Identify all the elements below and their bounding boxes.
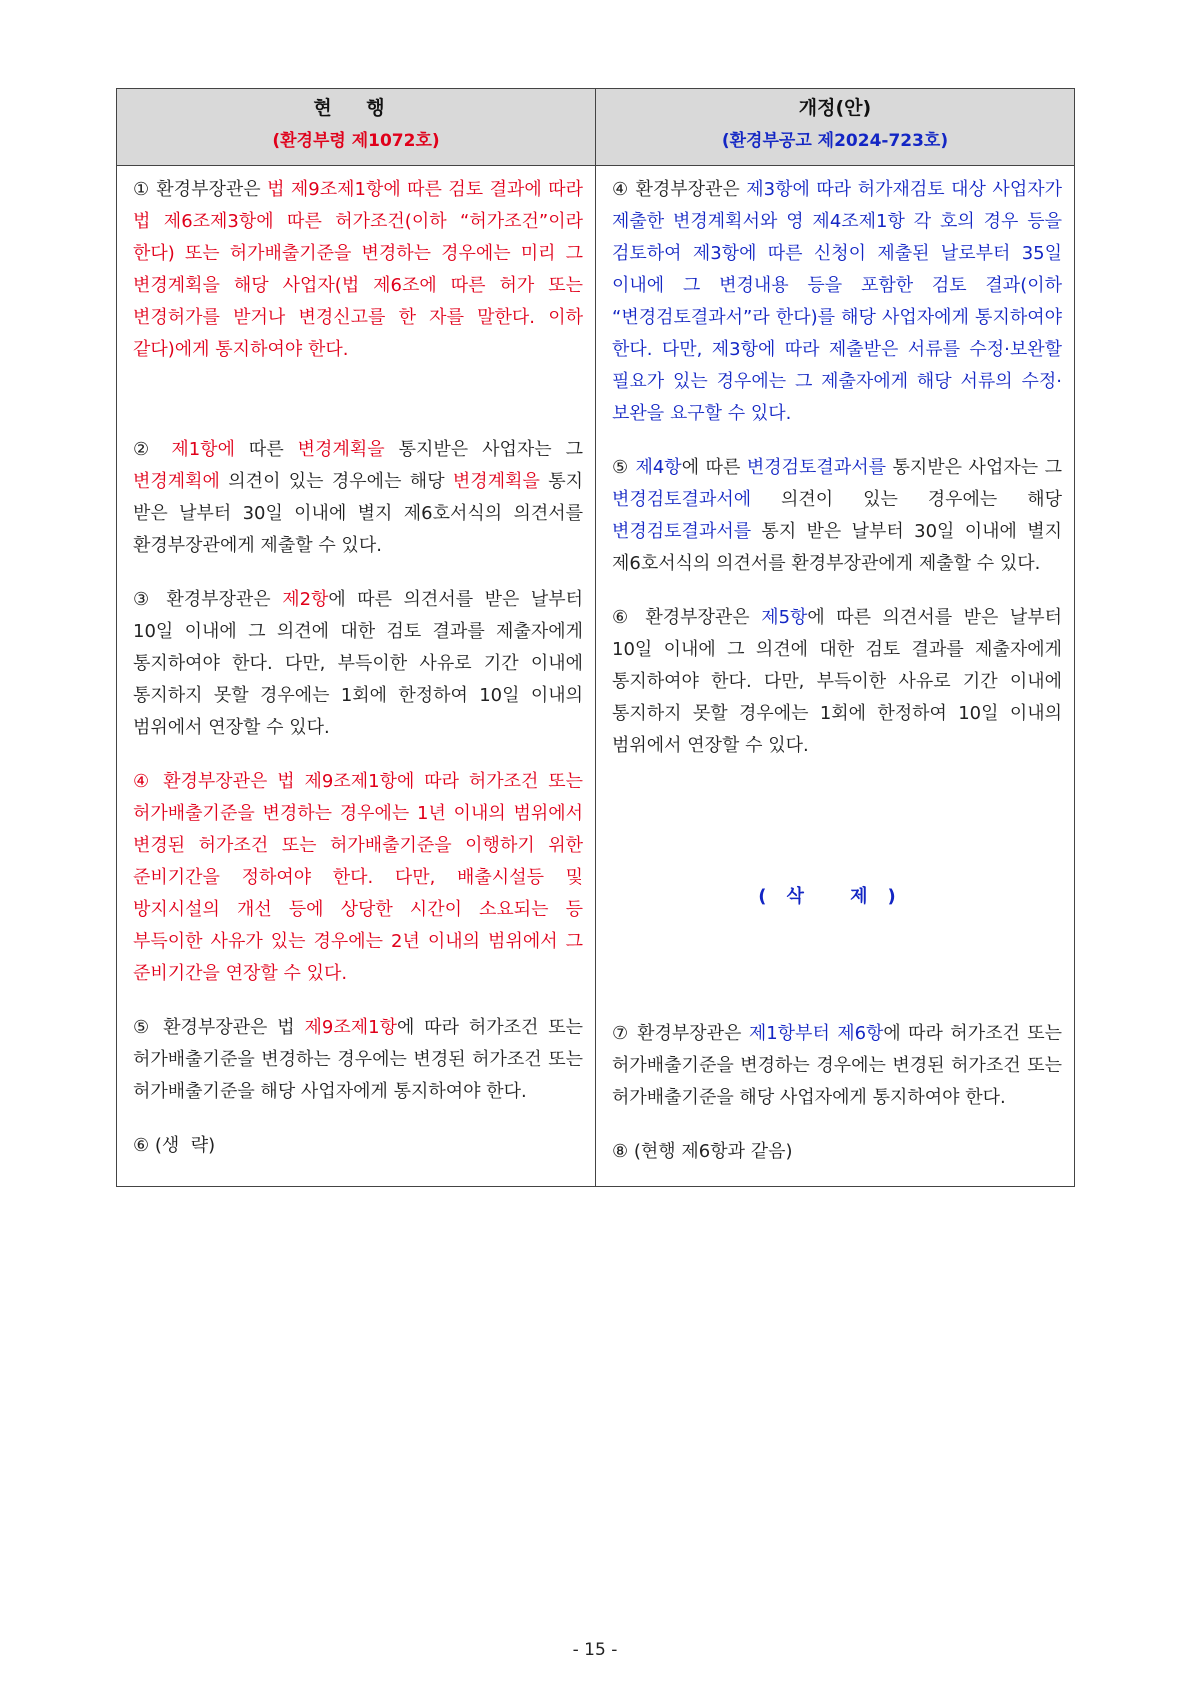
text-run: 제3항에 따라 허가재검토 대상 사업자가 제출한 변경계획서와 영 제4조제1항 각 호의 경우 등을 검토하여 제3항에 따른 신청이 제출된 날로부터 35일 이내에 그 변경내용 등을 포함한 검토 결과(이하 “변경검토결과서”라 한다)를 해당 사업자에게 통지하여야 한다. 다만, 제3항에 따라 제출받은 서류를 수정·보완할 필요가 있는 경우에는 그 제출자에게 해당 서류의 수정·보완을 요구할 수 있다. (612, 179, 1062, 424)
current-column-title: 현 행 (313, 97, 399, 119)
revised-paragraph-6 (612, 602, 1062, 762)
text-run: ③ 환경부장관은 (133, 589, 283, 610)
deleted-marker (612, 784, 1062, 1010)
text-run: 통지 받은 날부터 30일 이내에 별지 제6호서식의 의견서를 환경부장관에게 제출할 수 있다. (612, 521, 1062, 574)
text-run: ⑥ (생 략) (133, 1135, 216, 1156)
text-run: 변경검토결과서를 (746, 457, 886, 478)
revised-paragraph-4 (612, 174, 1062, 430)
text-run: 법 제9조제1항에 따른 검토 결과에 따라 법 제6조제3항에 따른 허가조건(이하 “허가조건”이라 한다) 또는 허가배출기준을 변경하는 경우에는 미리 그 변경계획을 해당 사업자(법 제6조에 따른 허가 또는 변경허가를 받거나 변경신고를 한 자를 말한다. 이하 같다)에게 통지하여야 한다. (133, 179, 583, 360)
text-run: 의견이 있는 경우에는 해당 (751, 489, 1062, 510)
comparison-table (116, 88, 1075, 1187)
text-run: 에 따른 의견서를 받은 날부터 10일 이내에 그 의견에 대한 검토 결과를 제출자에게 통지하여야 한다. 다만, 부득이한 사유로 기간 이내에 통지하지 못할 경우에는 1회에 한정하여 10일 이내의 범위에서 연장할 수 있다. (133, 589, 583, 738)
text-run: 따른 (234, 439, 298, 460)
text-run: 변경계획을 (297, 439, 385, 460)
revised-paragraph-8 (612, 1136, 1062, 1168)
revised-column-title: 개정(안) (798, 97, 872, 119)
text-run: 제2항 (282, 589, 329, 610)
current-paragraph-3 (133, 584, 583, 744)
current-column-header (117, 89, 596, 166)
text-run: ⑤ 환경부장관은 법 (133, 1017, 305, 1038)
text-run: 의견이 있는 경우에는 해당 (219, 471, 453, 492)
text-run: 제4항 (635, 457, 682, 478)
text-run: ④ 환경부장관은 법 제9조제1항에 따라 허가조건 또는 허가배출기준을 변경하는 경우에는 1년 이내의 범위에서 변경된 허가조건 또는 허가배출기준을 이행하기 위한 준비기간을 정하여야 한다. 다만, 배출시설등 및 방지시설의 개선 등에 상당한 시간이 소요되는 등 부득이한 사유가 있는 경우에는 2년 이내의 범위에서 그 준비기간을 연장할 수 있다. (133, 771, 583, 984)
text-run: 제1항에 (171, 439, 235, 460)
text-run: ⑤ (612, 457, 636, 478)
text-run: 제1항부터 제6항 (748, 1023, 884, 1044)
text-run: 통지받은 사업자는 그 (885, 457, 1063, 478)
revised-column-header (596, 89, 1075, 166)
current-provisions-cell (117, 166, 596, 1187)
revised-provisions-cell (596, 166, 1075, 1187)
current-paragraph-1 (133, 174, 583, 366)
text-run: 에 따라 허가조건 또는 허가배출기준을 변경하는 경우에는 변경된 허가조건 또는 허가배출기준을 해당 사업자에게 통지하여야 한다. (133, 1017, 583, 1102)
text-run: 에 따라 허가조건 또는 허가배출기준을 변경하는 경우에는 변경된 허가조건 또는 허가배출기준을 해당 사업자에게 통지하여야 한다. (612, 1023, 1062, 1108)
current-paragraph-6 (133, 1130, 583, 1162)
text-run: 변경검토결과서를 (612, 521, 752, 542)
text-run: 제5항 (761, 607, 808, 628)
page-number: - 15 - (572, 1640, 618, 1660)
text-run: 변경계획에 (133, 471, 220, 492)
text-run: ② (133, 439, 172, 460)
current-paragraph-5 (133, 1012, 583, 1108)
current-column-subtitle: (환경부령 제1072호) (272, 131, 440, 151)
deleted-label: (삭 제) (758, 886, 916, 907)
text-run: 통지받은 사업자는 그 (384, 439, 583, 460)
current-paragraph-4 (133, 766, 583, 990)
text-run: 변경검토결과서에 (612, 489, 752, 510)
text-run: ① 환경부장관은 (133, 179, 268, 200)
current-paragraph-2 (133, 434, 583, 562)
text-run: 에 따른 의견서를 받은 날부터 10일 이내에 그 의견에 대한 검토 결과를 제출자에게 통지하여야 한다. 다만, 부득이한 사유로 기간 이내에 통지하지 못할 경우에는 1회에 한정하여 10일 이내의 범위에서 연장할 수 있다. (612, 607, 1062, 756)
revised-paragraph-7 (612, 1018, 1062, 1114)
text-run: ④ 환경부장관은 (612, 179, 747, 200)
text-run: ⑦ 환경부장관은 (612, 1023, 749, 1044)
text-run: 제9조제1항 (304, 1017, 397, 1038)
text-run: ⑥ 환경부장관은 (612, 607, 762, 628)
text-run: 변경계획을 (452, 471, 540, 492)
text-run: 통지 받은 날부터 30일 이내에 별지 제6호서식의 의견서를 환경부장관에게 제출할 수 있다. (133, 471, 583, 556)
text-run: 에 따른 (681, 457, 747, 478)
revised-column-subtitle: (환경부공고 제2024-723호) (721, 131, 949, 151)
revised-paragraph-5 (612, 452, 1062, 580)
text-run: ⑧ (현행 제6항과 같음) (612, 1141, 793, 1162)
